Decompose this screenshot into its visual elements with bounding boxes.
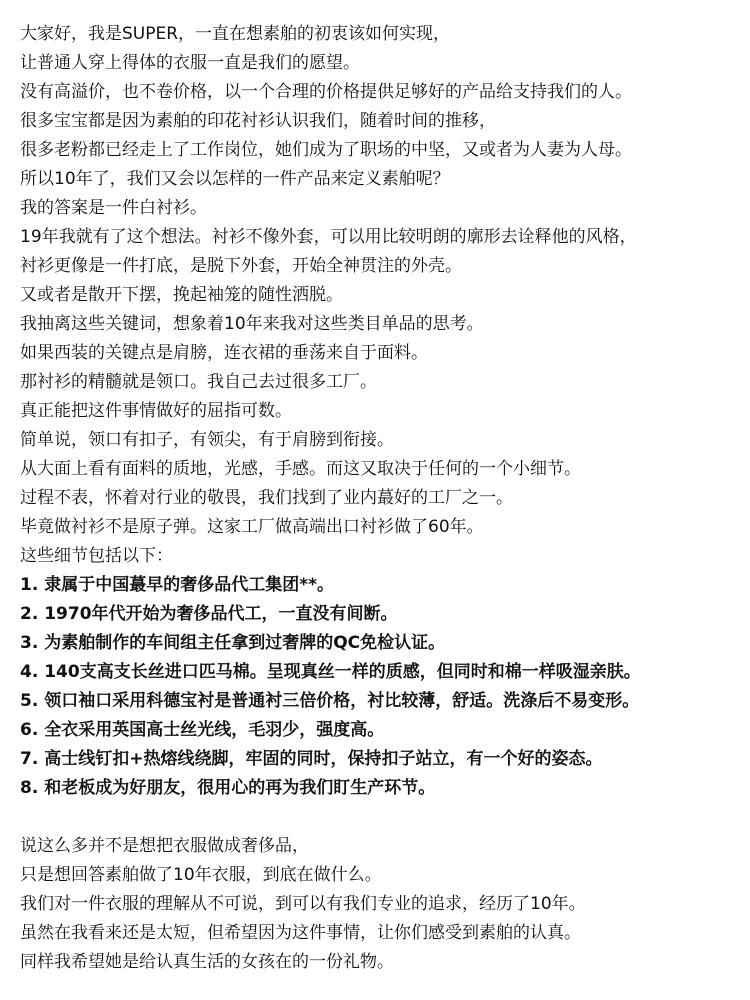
text-line: 那衬衫的精髓就是领口。我自己去过很多工厂。 [20,372,377,392]
text-line: 虽然在我看来还是太短，但希望因为这件事情，让你们感受到素舶的认真。 [20,923,581,943]
list-item: 2. 1970年代开始为奢侈品代工，一直没有间断。 [20,604,398,624]
list-item: 7. 高士线钉扣+热熔线绕脚，牢固的同时，保持扣子站立，有一个好的姿态。 [20,749,603,769]
text-line: 我抽离这些关键词，想象着10年来我对这些类目单品的思考。 [20,314,484,334]
text-line: 如果西装的关键点是肩膀，连衣裙的垂荡来自于面料。 [20,343,428,363]
text-line: 这些细节包括以下： [20,546,173,566]
list-item: 6. 全衣采用英国高士丝光线，毛羽少，强度高。 [20,720,385,740]
text-line: 又或者是散开下摆，挽起袖笼的随性洒脱。 [20,285,343,305]
text-line: 大家好，我是SUPER，一直在想素舶的初衷该如何实现， [20,24,451,44]
text-line: 我们对一件衣服的理解从不可说，到可以有我们专业的追求，经历了10年。 [20,894,586,914]
text-line: 同样我希望她是给认真生活的女孩在的一份礼物。 [20,952,394,972]
intro-paragraph [20,20,750,571]
list-item: 5. 领口袖口采用科德宝衬是普通衬三倍价格，衬比较薄，舒适。洗涤后不易变形。 [20,691,640,711]
text-line: 过程不表，怀着对行业的敬畏，我们找到了业内蕞好的工厂之一。 [20,488,513,508]
list-item: 8. 和老板成为好朋友，很用心的再为我们盯生产环节。 [20,778,436,798]
text-line: 只是想回答素舶做了10年衣服，到底在做什么。 [20,865,382,885]
details-list [20,571,750,803]
text-line: 从大面上看有面料的质地，光感，手感。而这又取决于任何的一个小细节。 [20,459,581,479]
text-line: 很多老粉都已经走上了工作岗位，她们成为了职场的中坚，又或者为人妻为人母。 [20,140,632,160]
text-line: 衬衫更像是一件打底，是脱下外套，开始全神贯注的外壳。 [20,256,462,276]
list-item: 4. 140支高支长丝进口匹马棉。呈现真丝一样的质感，但同时和棉一样吸湿亲肤。 [20,662,641,682]
text-line: 所以10年了，我们又会以怎样的一件产品来定义素舶呢？ [20,169,450,189]
text-line: 简单说，领口有扣子，有领尖，有于肩膀到衔接。 [20,430,394,450]
list-item: 3. 为素舶制作的车间组主任拿到过奢牌的QC免检认证。 [20,633,446,653]
text-line: 19年我就有了这个想法。衬衫不像外套，可以用比较明朗的廓形去诠释他的风格， [20,227,637,247]
list-item: 1. 隶属于中国蕞早的奢侈品代工集团**。 [20,575,334,595]
text-line: 真正能把这件事情做好的屈指可数。 [20,401,292,421]
text-line: 很多宝宝都是因为素舶的印花衬衫认识我们，随着时间的推移， [20,111,496,131]
paragraph-spacer [20,803,750,832]
text-line: 没有高溢价，也不卷价格，以一个合理的价格提供足够好的产品给支持我们的人。 [20,82,632,102]
text-line: 说这么多并不是想把衣服做成奢侈品， [20,836,309,856]
closing-paragraph [20,832,750,977]
text-line: 让普通人穿上得体的衣服一直是我们的愿望。 [20,53,360,73]
text-line: 毕竟做衬衫不是原子弹。这家工厂做高端出口衬衫做了60年。 [20,517,484,537]
text-line: 我的答案是一件白衬衫。 [20,198,207,218]
